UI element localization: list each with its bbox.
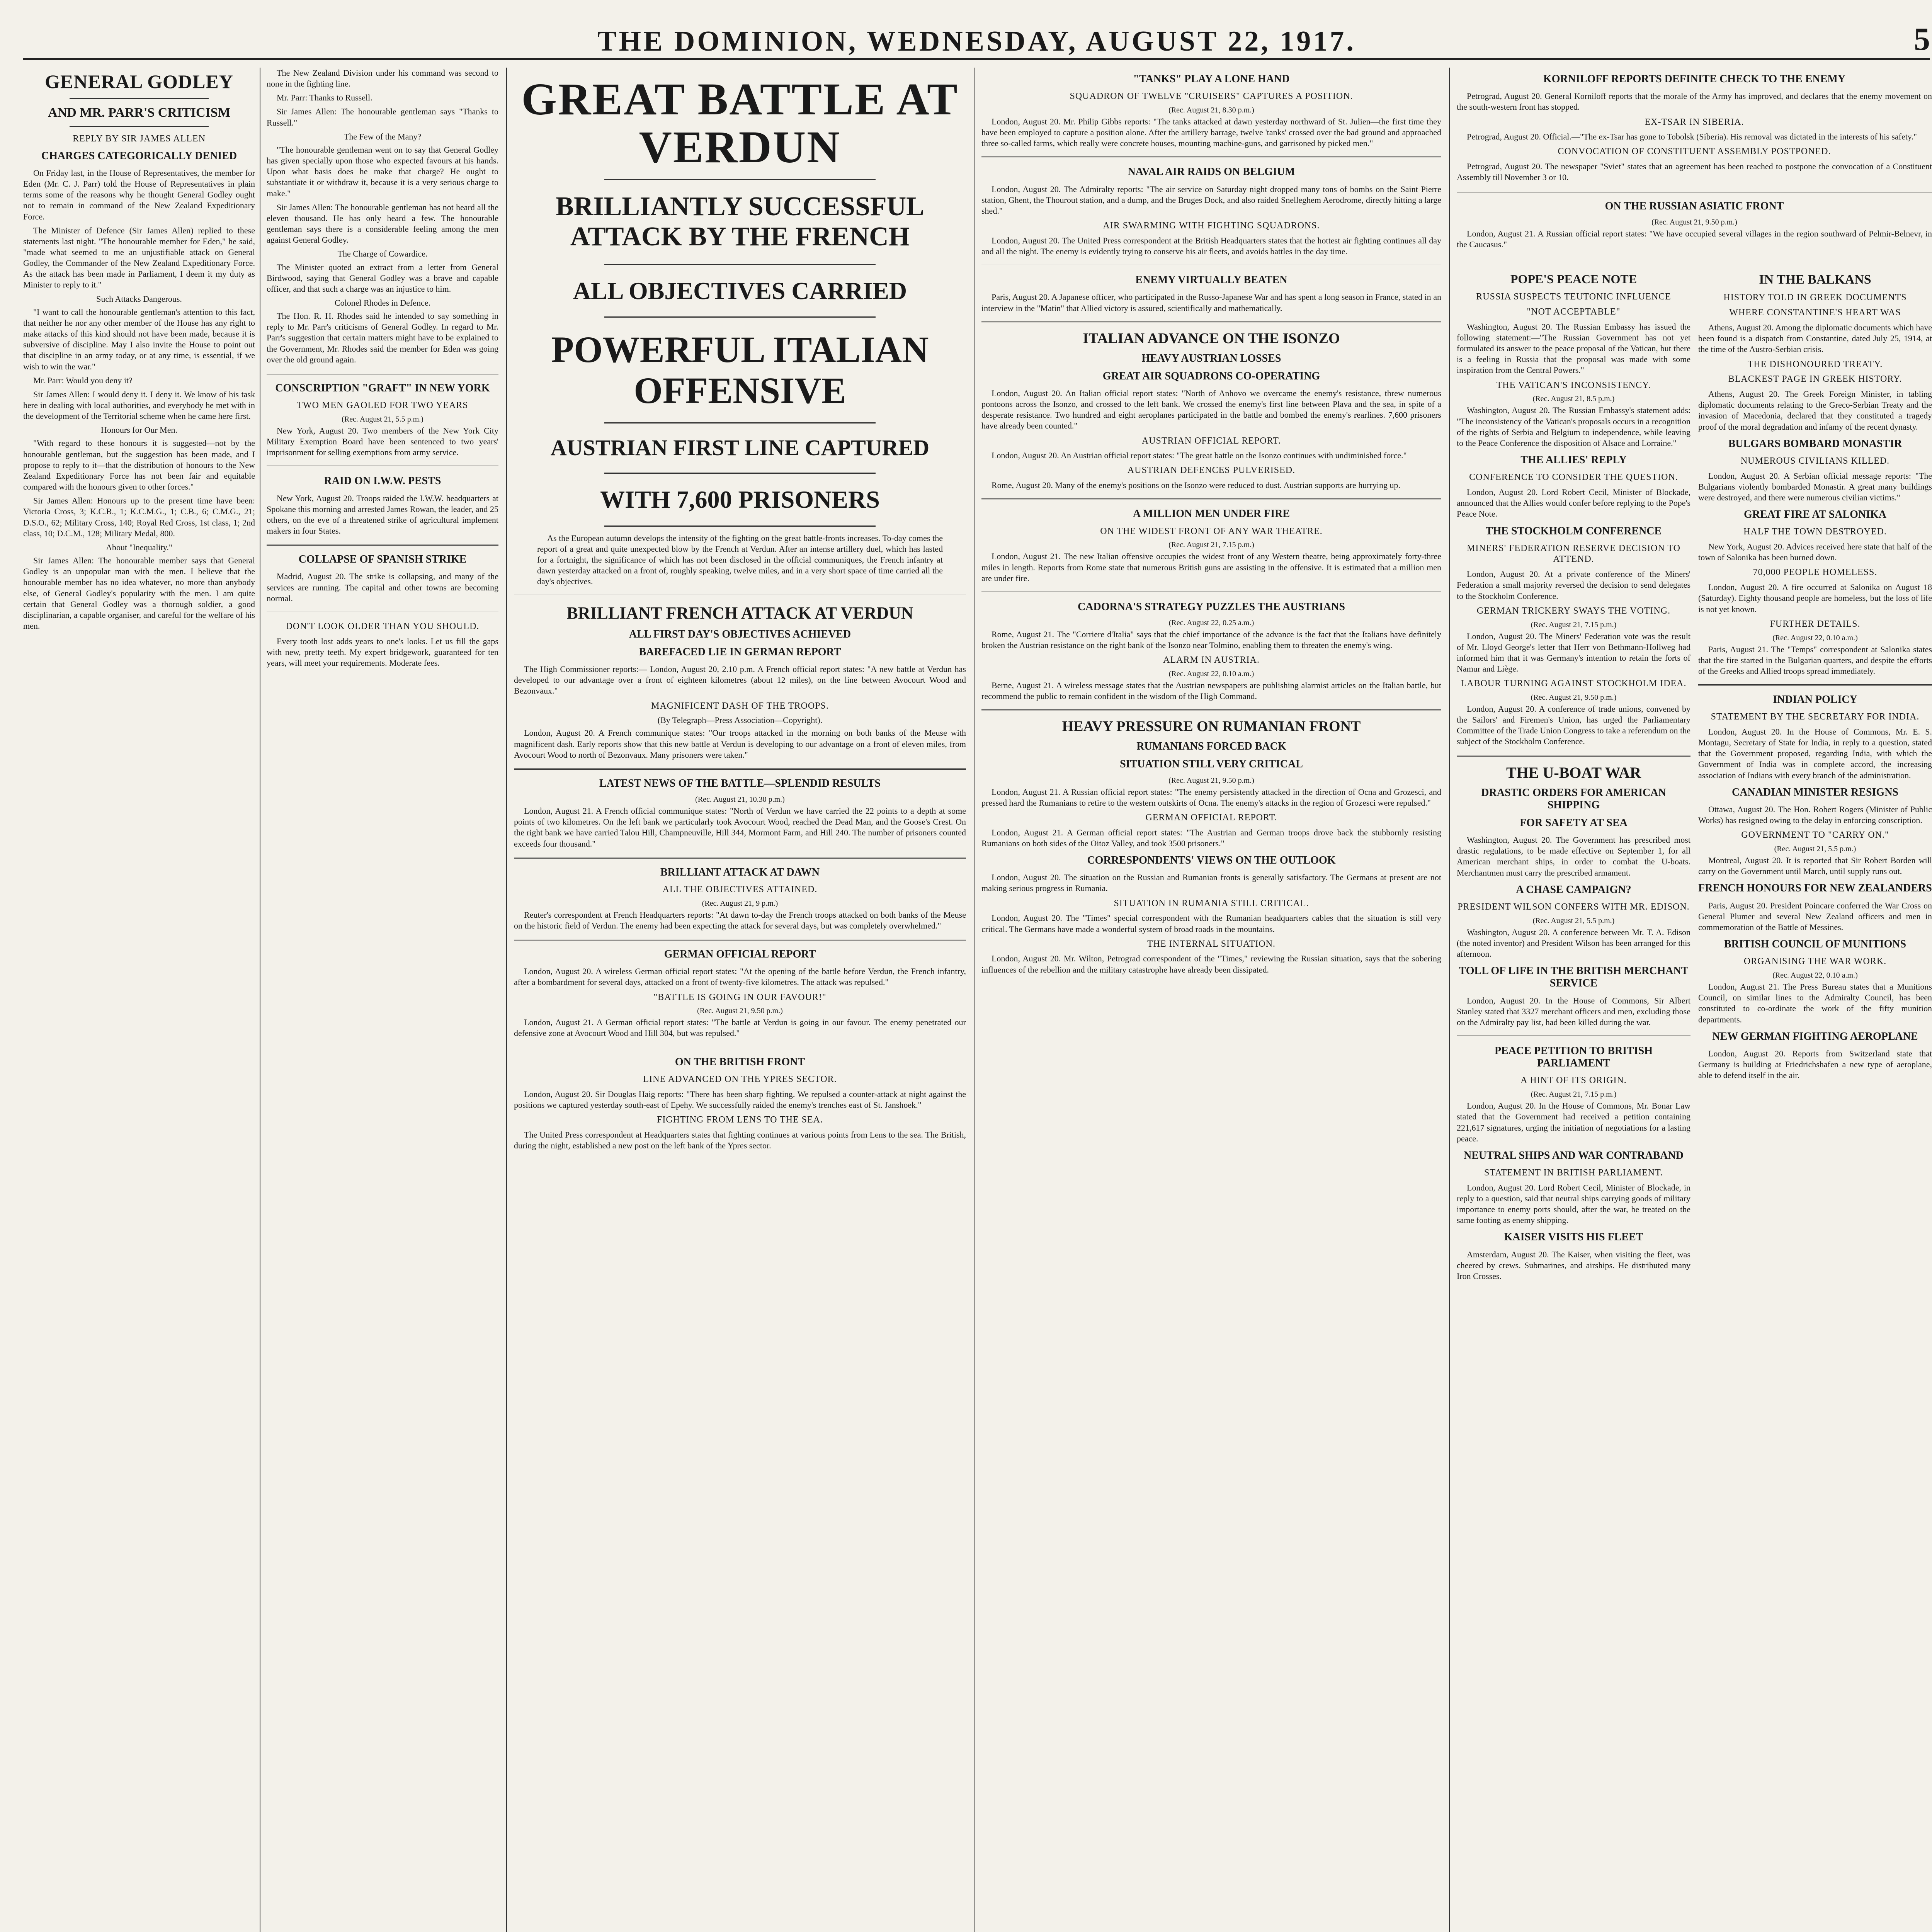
- paragraph: London, August 21. A Russian official report states: "The enemy persistently attacked in the direction of Ocna and Grozesci, and pressed hard the Rumanians to retire to the western outskirts of Ocna. The enemy's attacks in the region of Grozesci were repulsed.": [981, 787, 1441, 808]
- dateline: (Rec. August 22, 0.10 a.m.): [1772, 971, 1858, 980]
- section-heading: Colonel Rhodes in Defence.: [334, 298, 431, 308]
- sub-column-right: [1698, 267, 1932, 1286]
- subheadline: THE INTERNAL SITUATION.: [1147, 939, 1276, 949]
- subheadline: FURTHER DETAILS.: [1770, 619, 1861, 629]
- divider: [514, 595, 966, 596]
- subheadline: CONVOCATION OF CONSTITUENT ASSEMBLY POSTPONED.: [1558, 146, 1831, 157]
- paragraph: Mr. Parr: Would you deny it?: [33, 375, 133, 385]
- subheadline: CORRESPONDENTS' VIEWS ON THE OUTLOOK: [1087, 854, 1336, 867]
- divider: [514, 939, 966, 940]
- paragraph: London, August 20. A French communique states: "Our troops attacked in the morning on both banks of the Meuse with magnificent dash. Early reports show that this new battle at Verdun is developing to our advantage on a front of eleven miles, from Avocourt Wood to north of Bezonvaux. Many prisoners were taken.": [514, 728, 966, 760]
- headline: GENERAL GODLEY: [45, 71, 233, 92]
- subheadline: STATEMENT IN BRITISH PARLIAMENT.: [1484, 1168, 1663, 1178]
- subheadline: SQUADRON OF TWELVE "CRUISERS" CAPTURES A POSITION.: [1070, 91, 1353, 102]
- byline: REPLY BY SIR JAMES ALLEN: [73, 133, 206, 144]
- subheadline: NUMEROUS CIVILIANS KILLED.: [1740, 456, 1890, 466]
- paragraph: London, August 21. The Press Bureau states that a Munitions Council, on similar lines to the Admiralty Council, has been constituted to co-ordinate the work of the fifty munition departments.: [1698, 982, 1932, 1024]
- divider: [70, 126, 209, 127]
- divider: [604, 179, 876, 180]
- paragraph: Reuter's correspondent at French Headquarters reports: "At dawn to-day the French troops attacked on both banks of the Meuse on the historic field of Verdun. The enemy had been expecting the attack for several days, but was completely overwhelmed.": [514, 910, 966, 930]
- headline: NAVAL AIR RAIDS ON BELGIUM: [1128, 166, 1295, 178]
- headline: KAISER VISITS HIS FLEET: [1504, 1231, 1643, 1243]
- paragraph: London, August 20. A conference of trade unions, convened by the Sailors' and Firemen's Union, has urged the Parliamentary Committee of the Trade Union Congress to take a referendum on the subject of the Stockholm Conference.: [1457, 704, 1690, 747]
- paragraph: Paris, August 21. The "Temps" correspondent at Salonika states that the fire started in the Bulgarian quarters, and despite the efforts of the Greeks and Allied troops spread immediately.: [1698, 644, 1932, 676]
- dateline: (Rec. August 21, 5.5 p.m.): [1774, 845, 1856, 854]
- paragraph: London, August 20. A Serbian official message reports: "The Bulgarians violently bombarded Monastir. A great many buildings were destroyed, and there were numerous civilian victims.": [1698, 471, 1932, 503]
- headline: AUSTRIAN FIRST LINE CAPTURED: [550, 435, 930, 461]
- subheadline: AIR SWARMING WITH FIGHTING SQUADRONS.: [1103, 221, 1320, 231]
- paragraph: New York, August 20. Advices received here state that half of the town of Salonika has been burned down.: [1698, 542, 1932, 563]
- main-headline: GREAT BATTLE AT VERDUN: [521, 74, 959, 172]
- dateline: (Rec. August 21, 5.5 p.m.): [342, 415, 423, 423]
- headline: ITALIAN ADVANCE ON THE ISONZO: [1083, 330, 1340, 347]
- paragraph: The Hon. R. H. Rhodes said he intended to say something in reply to Mr. Parr's criticisms of General Godley. In regard to Mr. Parr's suggestion that certain matters might have to be explained to the Government, Mr. Rhodes said the member for Eden was going over the old ground again.: [267, 311, 498, 364]
- section-heading: Honours for Our Men.: [101, 425, 177, 435]
- paragraph: The High Commissioner reports:— London, August 20, 2.10 p.m. A French official report states: "A new battle at Verdun has developed to our advantage over a front of eighteen kilometres (about 12 miles), on the line between Avocourt Wood and Bezonvaux.": [514, 664, 966, 696]
- paragraph: London, August 20. An Austrian official report states: "The great battle on the Isonzo continues with undiminished force.": [992, 451, 1407, 461]
- dateline: (Rec. August 21, 5.5 p.m.): [1532, 916, 1615, 925]
- subheadline: THE DISHONOURED TREATY.: [1747, 359, 1883, 369]
- paragraph: London, August 21. A German official report states: "The Austrian and German troops drove back the stubbornly resisting Rumanians on both sides of the Oitoz Valley, and took 3500 prisoners.": [981, 827, 1441, 848]
- paragraph: The Minister of Defence (Sir James Allen) replied to these statements last night. "The honourable member for Eden," he said, "made what seemed to me an unjustifiable attack on General Godley, the Commander of the New Zealand Expeditionary Force. As the attack has been made in Parliament, I deem it my duty as Minister to reply to it.": [23, 225, 255, 290]
- subheadline: MAGNIFICENT DASH OF THE TROOPS.: [651, 701, 829, 711]
- dateline: (Rec. August 21, 9 p.m.): [702, 899, 778, 908]
- dateline: (Rec. August 21, 9.50 p.m.): [1168, 776, 1254, 785]
- paragraph: Paris, August 20. A Japanese officer, who participated in the Russo-Japanese War and has spent a long season in France, stated in an interview in the "Matin" that Allied victory is assured, scientifically and mathematically.: [981, 292, 1441, 313]
- subheadline: LABOUR TURNING AGAINST STOCKHOLM IDEA.: [1461, 679, 1687, 689]
- paragraph: Petrograd, August 20. The newspaper "Sviet" states that an agreement has been reached to postpone the convocation of a Constituent Assembly till November 3 or 10.: [1457, 162, 1932, 182]
- subheadline: GOVERNMENT TO "CARRY ON.": [1741, 830, 1889, 840]
- paragraph: Ottawa, August 20. The Hon. Robert Rogers (Minister of Public Works) has resigned owing to the delay in enforcing conscription.: [1698, 804, 1932, 825]
- paragraph: Washington, August 20. The Russian Embassy has issued the following statement:—"The Russian Government has not yet formulated its answer to the peace proposal of the Vatican, but there is a feeling in Russia that the proposal was made with some inspiration from the Central Powers.": [1457, 321, 1690, 375]
- divider: [981, 592, 1441, 593]
- subheadline: TWO MEN GAOLED FOR TWO YEARS: [297, 400, 468, 411]
- paragraph: Mr. Parr: Thanks to Russell.: [277, 93, 372, 103]
- paragraph: London, August 20. Mr. Wilton, Petrograd correspondent of the "Times," reviewing the Russian situation, says that the sobering influences of the rebellion and the military catastrophe have already been dissipated.: [981, 954, 1441, 975]
- paragraph: London, August 20. In the House of Commons, Mr. E. S. Montagu, Secretary of State for India, in reply to a question, stated that the Government proposed, regarding India, with which the Government of India was in complete accord, the increasing association of Indians with every branch of the administration.: [1698, 727, 1932, 780]
- headline: IN THE BALKANS: [1759, 272, 1871, 287]
- subheadline: GERMAN TRICKERY SWAYS THE VOTING.: [1476, 605, 1671, 616]
- subheadline: EX-TSAR IN SIBERIA.: [1645, 117, 1744, 127]
- paragraph: London, August 21. The new Italian offensive occupies the widest front of any Western theatre, being approximately forty-three miles in length. Reports from Rome state that numerous British guns are assisting in the offensive. It is estimated that a million men are under fire.: [981, 551, 1441, 583]
- divider: [981, 321, 1441, 323]
- divider: [981, 498, 1441, 500]
- paragraph: Madrid, August 20. The strike is collapsing, and many of the services are running. The capital and other towns are becoming normal.: [267, 571, 498, 603]
- paragraph: London, August 20. The Miners' Federation vote was the result of Mr. Lloyd George's letter that Herr von Bethmann-Hollweg had informed him that it was Germany's intention to retain the forts of Namur and Liège.: [1457, 631, 1690, 674]
- masthead-title: THE DOMINION, WEDNESDAY, AUGUST 22, 1917.: [597, 26, 1356, 57]
- column-1: [23, 68, 255, 635]
- headline: ENEMY VIRTUALLY BEATEN: [1135, 274, 1287, 286]
- paragraph: Athens, August 20. The Greek Foreign Minister, in tabling diplomatic documents relating to the Greco-Serbian Treaty and the invasion of Macedonia, declared that they constituted a tragedy proof of the moral degradation and infamy of the recent dynasty.: [1698, 389, 1932, 432]
- headline: ON THE BRITISH FRONT: [675, 1056, 805, 1068]
- subheadline: SITUATION IN RUMANIA STILL CRITICAL.: [1114, 898, 1309, 908]
- paragraph: "The honourable gentleman went on to say that General Godley has given specially upon those who expected favours at his hands. Upon what basis does he make that charge? He ought to substantiate it or withdraw it, because it is a very serious charge to make.": [267, 145, 498, 198]
- headline: BRILLIANT ATTACK AT DAWN: [660, 866, 820, 878]
- subheadline: HISTORY TOLD IN GREEK DOCUMENTS: [1723, 293, 1907, 303]
- headline: INDIAN POLICY: [1773, 694, 1857, 706]
- headline: PEACE PETITION TO BRITISH PARLIAMENT: [1495, 1045, 1653, 1070]
- headline: THE STOCKHOLM CONFERENCE: [1485, 525, 1662, 537]
- headline: ON THE RUSSIAN ASIATIC FRONT: [1605, 200, 1784, 212]
- paragraph: "With regard to these honours it is suggested—not by the honourable gentleman, but the suggestion has been made, and I propose to reply to it—that the distribution of honours to the New Zealand Expeditionary Force has not been fair and equitable compared with the honours given to other forces.": [23, 438, 255, 492]
- divider: [514, 857, 966, 859]
- paragraph: London, August 20. The United Press correspondent at the British Headquarters states that the hottest air fighting continues all day and all the night. The enemy is evidently trying to conserve his air fleets, and avoids battles in the day time.: [981, 235, 1441, 257]
- column-rule: [506, 68, 507, 1932]
- headline: GERMAN OFFICIAL REPORT: [664, 948, 816, 961]
- subheadline: AUSTRIAN OFFICIAL REPORT.: [1141, 435, 1281, 446]
- paragraph: Washington, August 20. The Russian Embassy's statement adds: "The inconsistency of the Vatican's proposals occurs in a recognition of the rights of Serbia and Belgium to independence, while leaving to the Peace Conference the disposition of Alsace and Lorraine.": [1457, 405, 1690, 448]
- section-heading: The Charge of Cowardice.: [337, 249, 428, 259]
- paragraph: Washington, August 20. The Government has prescribed most drastic regulations, to be made effective on September 1, for all American merchant ships, in order to combat the U-boats. Merchantmen must carry the prescribed armament.: [1457, 835, 1690, 878]
- subheadline: SITUATION STILL VERY CRITICAL: [1120, 758, 1303, 770]
- headline: KORNILOFF REPORTS DEFINITE CHECK TO THE ENEMY: [1543, 73, 1846, 85]
- headline: BRITISH COUNCIL OF MUNITIONS: [1724, 938, 1906, 951]
- headline: CADORNA'S STRATEGY PUZZLES THE AUSTRIANS: [1078, 600, 1345, 613]
- paragraph: London, August 20. Lord Robert Cecil, Minister of Blockade, in reply to a question, said that neutral ships carrying goods of military importance to enemy ports should, after the war, be treated on the same footing as enemy shipping.: [1457, 1182, 1690, 1225]
- subheadline: 70,000 PEOPLE HOMELESS.: [1753, 567, 1878, 578]
- headline: BULGARS BOMBARD MONASTIR: [1728, 437, 1902, 450]
- headline: THE ALLIES' REPLY: [1520, 454, 1627, 466]
- paragraph: London, August 20. Sir Douglas Haig reports: "There has been sharp fighting. We repulsed a counter-attack at night against the positions we captured yesterday south-east of Epehy. We successfully raided the enemy's trenches east of St. Janshoek.": [514, 1089, 966, 1110]
- headline: BRILLIANTLY SUCCESSFUL ATTACK BY THE FRENCH: [556, 191, 924, 252]
- subheadline: PRESIDENT WILSON CONFERS WITH MR. EDISON.: [1458, 901, 1690, 912]
- paragraph: Rome, August 21. The "Corriere d'Italia" says that the chief importance of the advance is the fact that the Italians have definitely broken the Austrian resistance on the right bank of the Isonzo near Tolmino, enabling them to threaten the enemy's wing.: [981, 629, 1441, 650]
- headline: ALL OBJECTIVES CARRIED: [573, 277, 907, 304]
- headline: WITH 7,600 PRISONERS: [600, 486, 880, 514]
- headline: A MILLION MEN UNDER FIRE: [1133, 508, 1290, 520]
- divider: [514, 1047, 966, 1048]
- divider: [1457, 755, 1690, 757]
- subheadline: AUSTRIAN DEFENCES PULVERISED.: [1127, 465, 1296, 476]
- headline: GREAT FIRE AT SALONIKA: [1743, 509, 1887, 521]
- headline: POPE'S PEACE NOTE: [1510, 272, 1637, 286]
- column-4: [981, 68, 1441, 979]
- subheadline: ALL THE OBJECTIVES ATTAINED.: [662, 884, 818, 895]
- subheadline: FOR SAFETY AT SEA: [1520, 816, 1628, 829]
- subheadline: HALF THE TOWN DESTROYED.: [1743, 527, 1887, 537]
- sub-column-left: [1457, 267, 1690, 1286]
- dateline: (Rec. August 21, 7.15 p.m.): [1531, 1090, 1617, 1099]
- paragraph: The United Press correspondent at Headquarters states that fighting continues at various points from Lens to the sea. The British, during the night, established a new post on the left bank of the Ypres sector.: [514, 1129, 966, 1150]
- paragraph: Washington, August 20. A conference between Mr. T. A. Edison (the noted inventor) and President Wilson has been arranged for this afternoon.: [1457, 927, 1690, 959]
- dateline: (Rec. August 21, 8.30 p.m.): [1168, 105, 1254, 114]
- subheadline: ORGANISING THE WAR WORK.: [1743, 956, 1887, 967]
- column-rule: [1449, 68, 1450, 1932]
- divider: [981, 709, 1441, 711]
- paragraph: Amsterdam, August 20. The Kaiser, when visiting the fleet, was cheered by crews. Submarines, and airships. He distributed many Iron Crosses.: [1457, 1249, 1690, 1281]
- paragraph: Paris, August 20. President Poincare conferred the War Cross on General Plumer and several New Zealand officers and men in commemoration of the Battle of Messines.: [1698, 900, 1932, 932]
- paragraph: London, August 20. An Italian official report states: "North of Anhovo we overcame the enemy's resistance, threw numerous pontoons across the Isonzo, and crossed to the left bank. We crossed the enemy's first line between Plava and the sea, in spite of a desperate resistance. Two hundred and eight aeroplanes participated in the battle and bombed the enemy's rearlines. 7,600 prisoners have already been counted.": [981, 388, 1441, 431]
- paragraph: London, August 21. A German official report states: "The battle at Verdun is going in our favour. The enemy penetrated our defensive zone at Avocourt Wood and Hill 304, but was repulsed.": [514, 1017, 966, 1038]
- divider: [604, 422, 876, 423]
- subheadline: BLACKEST PAGE IN GREEK HISTORY.: [1728, 374, 1902, 384]
- divider: [981, 265, 1441, 266]
- subheadline: BAREFACED LIE IN GERMAN REPORT: [639, 646, 841, 658]
- paragraph: Athens, August 20. Among the diplomatic documents which have been found is a dispatch from Constantine, dated July 25, 1914, at the time of the Austro-Serbian crisis.: [1698, 323, 1932, 354]
- dateline: (Rec. August 21, 7.15 p.m.): [1531, 620, 1617, 629]
- subheadline: "BATTLE IS GOING IN OUR FAVOUR!": [653, 992, 827, 1002]
- paragraph: London, August 20. Mr. Philip Gibbs reports: "The tanks attacked at dawn yesterday northward of St. Julien—the first time they have been employed to capture a position alone. After the artillery barrage, twelve 'tanks' crossed over the bad ground and approached three so-called farms, which really were concrete houses, mounting machine-guns, and garrisoned by picked men.": [981, 116, 1441, 148]
- paragraph: London, August 20. At a private conference of the Miners' Federation a small majority reversed the decision to send delegates to the Stockholm Conference.: [1457, 569, 1690, 601]
- headline: NEUTRAL SHIPS AND WAR CONTRABAND: [1464, 1149, 1684, 1162]
- subheadline: STATEMENT BY THE SECRETARY FOR INDIA.: [1711, 712, 1920, 722]
- divider: [604, 526, 876, 527]
- paragraph: Sir James Allen: The honourable member says that General Godley is an unpopular man with the men. I believe that the honourable member has no idea whatever, no more than anybody else, of General Godley's popularity with the men. I am quite certain that General Godley was a thorough soldier, a good disciplinarian, a capable organiser, and careful for the welfare of his men.: [23, 556, 255, 631]
- divider: [267, 612, 498, 613]
- subheadline: A HINT OF ITS ORIGIN.: [1520, 1075, 1627, 1086]
- divider: [1457, 258, 1932, 259]
- paragraph: Montreal, August 20. It is reported that Sir Robert Borden will carry on the Government until March, until supply runs out.: [1698, 855, 1932, 876]
- dateline: (Rec. August 21, 8.5 p.m.): [1532, 395, 1615, 403]
- paragraph: The New Zealand Division under his command was second to none in the fighting line.: [267, 68, 498, 89]
- paragraph: London, August 20. The Admiralty reports: "The air service on Saturday night dropped many tons of bombs on the Saint Pierre station, Ghent, the Thourout station, and a dump, and the Bruges Dock, and also raided Snelleghem Aerodrome, directly hitting a large shed.": [981, 184, 1441, 216]
- headline: BRILLIANT FRENCH ATTACK AT VERDUN: [566, 604, 913, 623]
- headline: "TANKS" PLAY A LONE HAND: [1133, 73, 1290, 85]
- paragraph: London, August 21. A Russian official report states: "We have occupied several villages in the region southward of Pelmir-Belnevr, in the Caucasus.": [1457, 228, 1932, 249]
- subheadline: GERMAN OFFICIAL REPORT.: [1145, 812, 1277, 823]
- divider: [604, 264, 876, 265]
- article-body: [267, 68, 498, 365]
- subheadline: LINE ADVANCED ON THE YPRES SECTOR.: [643, 1074, 837, 1084]
- paragraph: London, August 20. The situation on the Russian and Rumanian fronts is generally satisfactory. The Germans at present are not making serious progress in Rumania.: [981, 872, 1441, 893]
- paragraph: Rome, August 20. Many of the enemy's positions on the Isonzo were reduced to dust. Austrian supports are hurrying up.: [992, 480, 1400, 490]
- article-body: [23, 168, 255, 631]
- column-2: [267, 68, 498, 672]
- subheadline: TOLL OF LIFE IN THE BRITISH MERCHANT SERVICE: [1459, 965, 1689, 990]
- divider: [1457, 191, 1932, 192]
- paragraph: Sir James Allen: Honours up to the present time have been: Victoria Cross, 3; K.C.B., 1; K.C.M.G., 1; C.B., 6; C.M.G., 21; D.S.O., 62; Military Cross, 140; Royal Red Cross, 1st class, 1; 2nd class, 10; D.C.M., 128; Military Medal, 800.: [23, 496, 255, 538]
- paragraph: London, August 20. The "Times" special correspondent with the Rumanian headquarters cables that the situation is still very critical. The Germans have made a wonderful system of broad roads in the mountains.: [981, 913, 1441, 934]
- headline: FRENCH HONOURS FOR NEW ZEALANDERS: [1698, 882, 1932, 895]
- paragraph: On Friday last, in the House of Representatives, the member for Eden (Mr. C. J. Parr) told the House of Representatives in plain terms some of the reasons why he thought General Godley ought not to remain in command of the New Zealand Expeditionary Force.: [23, 168, 255, 221]
- divider: [267, 373, 498, 374]
- paragraph: "I want to call the honourable gentleman's attention to this fact, that neither he nor any other member of the House has any right to make attacks of this kind should not have been made, because it is subversive of discipline. May I also invite the House to point out that discipline in an army today, or at any time, is essential, if we wish to win the war.": [23, 307, 255, 371]
- dateline: (Rec. August 21, 7.15 p.m.): [1168, 541, 1254, 549]
- masthead: [23, 15, 1930, 60]
- subheadline: DRASTIC ORDERS FOR AMERICAN SHIPPING: [1481, 786, 1666, 811]
- paragraph: Petrograd, August 20. General Korniloff reports that the morale of the Army has improved, and declares that the enemy movement on the south-western front has stopped.: [1457, 91, 1932, 112]
- subheadline: A CHASE CAMPAIGN?: [1516, 883, 1631, 896]
- subheadline: ALARM IN AUSTRIA.: [1163, 655, 1260, 665]
- subheadline: ALL FIRST DAY'S OBJECTIVES ACHIEVED: [629, 628, 851, 640]
- divider: [1698, 684, 1932, 686]
- paragraph: London, August 21. A French official communique states: "North of Verdun we have carried the 22 points to a depth at some points of two kilometres. On the left bank we particularly took Avocourt Wood, reached the Dead Man, and the Goose's Crest. On the right bank we have carried Talou Hill, Champneuville, Hill 344, Mormont Farm, and Hill 240. The number of prisoners counted exceeds four thousand.": [514, 806, 966, 849]
- headline: HEAVY PRESSURE ON RUMANIAN FRONT: [1062, 718, 1361, 735]
- paragraph: London, August 20. Lord Robert Cecil, Minister of Blockade, announced that the Allies would confer before replying to the Pope's Peace Note.: [1457, 487, 1690, 519]
- paragraph: As the European autumn develops the intensity of the fighting on the great battle-fronts increases. To-day comes the report of a great and quite unexpected blow by the French at Verdun. After an intense artillery duel, which has lasted for a fortnight, the significance of which has not been disclosed in the official communiques, the French infantry at dawn yesterday attacked on a front of, roughly speaking, twelve miles, and in a very short space of time carried all the day's objectives.: [537, 533, 943, 587]
- subheadline: AND MR. PARR'S CRITICISM: [48, 105, 230, 120]
- column-rule: [974, 68, 975, 1932]
- paragraph: London, August 20. A wireless German official report states: "At the opening of the battle before Verdun, the French infantry, after a bombardment for several days, attacked on a front of twenty-five kilometres. The attack was repulsed.": [514, 966, 966, 987]
- section-heading: About "Inequality.": [106, 542, 172, 552]
- dateline: (Rec. August 22, 0.25 a.m.): [1168, 619, 1254, 628]
- headline: LATEST NEWS OF THE BATTLE—SPLENDID RESULTS: [599, 777, 881, 789]
- headline: RAID ON I.W.W. PESTS: [324, 475, 441, 487]
- divider: [981, 156, 1441, 158]
- paragraph: Sir James Allen: The honourable gentleman has not heard all the eleven thousand. He has only heard a few. The honourable gentleman says there is a considerable feeling among the men against General Godley.: [267, 202, 498, 245]
- two-column-block: [1457, 267, 1932, 1286]
- subheadline: CHARGES CATEGORICALLY DENIED: [41, 150, 237, 162]
- divider: [70, 98, 209, 99]
- paragraph: Petrograd, August 20. Official.—"The ex-Tsar has gone to Tobolsk (Siberia). His removal was dictated in the interests of his safety.": [1467, 132, 1917, 142]
- column-3: [514, 68, 966, 1155]
- paragraph: London, August 20. In the House of Commons, Sir Albert Stanley stated that 3327 merchant officers and men, excluding those on the Admiralty pay list, had been killed during the war.: [1457, 995, 1690, 1027]
- dateline: (Rec. August 21, 9.50 p.m.): [1651, 218, 1737, 226]
- paragraph: The Minister quoted an extract from a letter from General Birdwood, saying that General Godley was a brave and capable officer, and that such a charge was an injustice to him.: [267, 262, 498, 294]
- section-heading: The Few of the Many?: [344, 131, 422, 141]
- credit: (By Telegraph—Press Association—Copyright).: [657, 715, 823, 725]
- divider: [604, 316, 876, 318]
- dateline: (Rec. August 21, 10.30 p.m.): [695, 795, 785, 804]
- advertisement-text: Every tooth lost adds years to one's looks. Let us fill the gaps with new, pretty teeth. My expert bridgework, guaranteed for ten years, will meet your requirements. Moderate fees.: [267, 636, 498, 668]
- paragraph: New York, August 20. Two members of the New York City Military Exemption Board have been sentenced to two years' imprisonment for selling exemptions from army service.: [267, 425, 498, 457]
- paragraph: Sir James Allen: I would deny it. I deny it. We know of his task here in dealing with local authorities, and everybody he met with in the development of the Territorial scheme when he came here first.: [23, 389, 255, 421]
- headline: POWERFUL ITALIAN OFFENSIVE: [551, 329, 929, 411]
- subheadline: ON THE WIDEST FRONT OF ANY WAR THEATRE.: [1100, 526, 1323, 536]
- section-heading: Such Attacks Dangerous.: [96, 294, 182, 304]
- subheadline: WHERE CONSTANTINE'S HEART WAS: [1729, 308, 1901, 318]
- subheadline: MINERS' FEDERATION RESERVE DECISION TO ATTEND.: [1467, 543, 1680, 565]
- divider: [514, 768, 966, 770]
- subheadline: THE VATICAN'S INCONSISTENCY.: [1496, 380, 1651, 390]
- paragraph: London, August 20. Reports from Switzerland state that Germany is building at Friedrichshafen a new type of aeroplane, able to defend itself in the air.: [1698, 1048, 1932, 1080]
- column-5: [1457, 68, 1932, 1286]
- subheadline: "NOT ACCEPTABLE": [1527, 307, 1621, 317]
- dateline: (Rec. August 21, 9.50 p.m.): [697, 1007, 783, 1015]
- advertisement-heading: DON'T LOOK OLDER THAN YOU SHOULD.: [286, 621, 480, 631]
- subheadline: RUMANIANS FORCED BACK: [1136, 740, 1286, 753]
- subheadline: GREAT AIR SQUADRONS CO-OPERATING: [1102, 370, 1320, 382]
- paragraph: London, August 20. A fire occurred at Salonika on August 18 (Saturday). Eighty thousand people are homeless, but the loss of life is not yet known.: [1698, 582, 1932, 614]
- paragraph: Sir James Allen: The honourable gentleman says "Thanks to Russell.": [267, 107, 498, 128]
- dateline: (Rec. August 22, 0.10 a.m.): [1772, 633, 1858, 642]
- dateline: (Rec. August 21, 9.50 p.m.): [1531, 693, 1617, 702]
- paragraph: New York, August 20. Troops raided the I.W.W. headquarters at Spokane this morning and arrested James Rowan, the leader, and 25 others, on the eve of a threatened strike of agricultural implement makers in four States.: [267, 493, 498, 536]
- subheadline: CONFERENCE TO CONSIDER THE QUESTION.: [1469, 472, 1678, 483]
- headline: NEW GERMAN FIGHTING AEROPLANE: [1712, 1030, 1918, 1043]
- dateline: (Rec. August 22, 0.10 a.m.): [1168, 670, 1254, 679]
- divider: [1457, 1036, 1690, 1037]
- subheadline: FIGHTING FROM LENS TO THE SEA.: [656, 1114, 823, 1125]
- divider: [267, 466, 498, 467]
- paragraph: Berne, August 21. A wireless message states that the Austrian newspapers are publishing alarmist articles on the Italian battle, but recommend the public to remain confident in the wisdom of the High Command.: [981, 680, 1441, 701]
- subheadline: HEAVY AUSTRIAN LOSSES: [1141, 352, 1281, 364]
- headline: COLLAPSE OF SPANISH STRIKE: [298, 553, 467, 566]
- paragraph: London, August 20. In the House of Commons, Mr. Bonar Law stated that the Government had received a petition containing 221,617 signatures, urging the initiation of negotiations for a lasting peace.: [1457, 1101, 1690, 1143]
- headline: CONSCRIPTION "GRAFT" IN NEW YORK: [275, 382, 490, 394]
- headline: THE U-BOAT WAR: [1506, 764, 1641, 781]
- divider: [604, 473, 876, 474]
- subheadline: RUSSIA SUSPECTS TEUTONIC INFLUENCE: [1476, 292, 1671, 302]
- divider: [267, 544, 498, 546]
- headline: CANADIAN MINISTER RESIGNS: [1732, 786, 1898, 798]
- page-number: 5: [1914, 21, 1930, 57]
